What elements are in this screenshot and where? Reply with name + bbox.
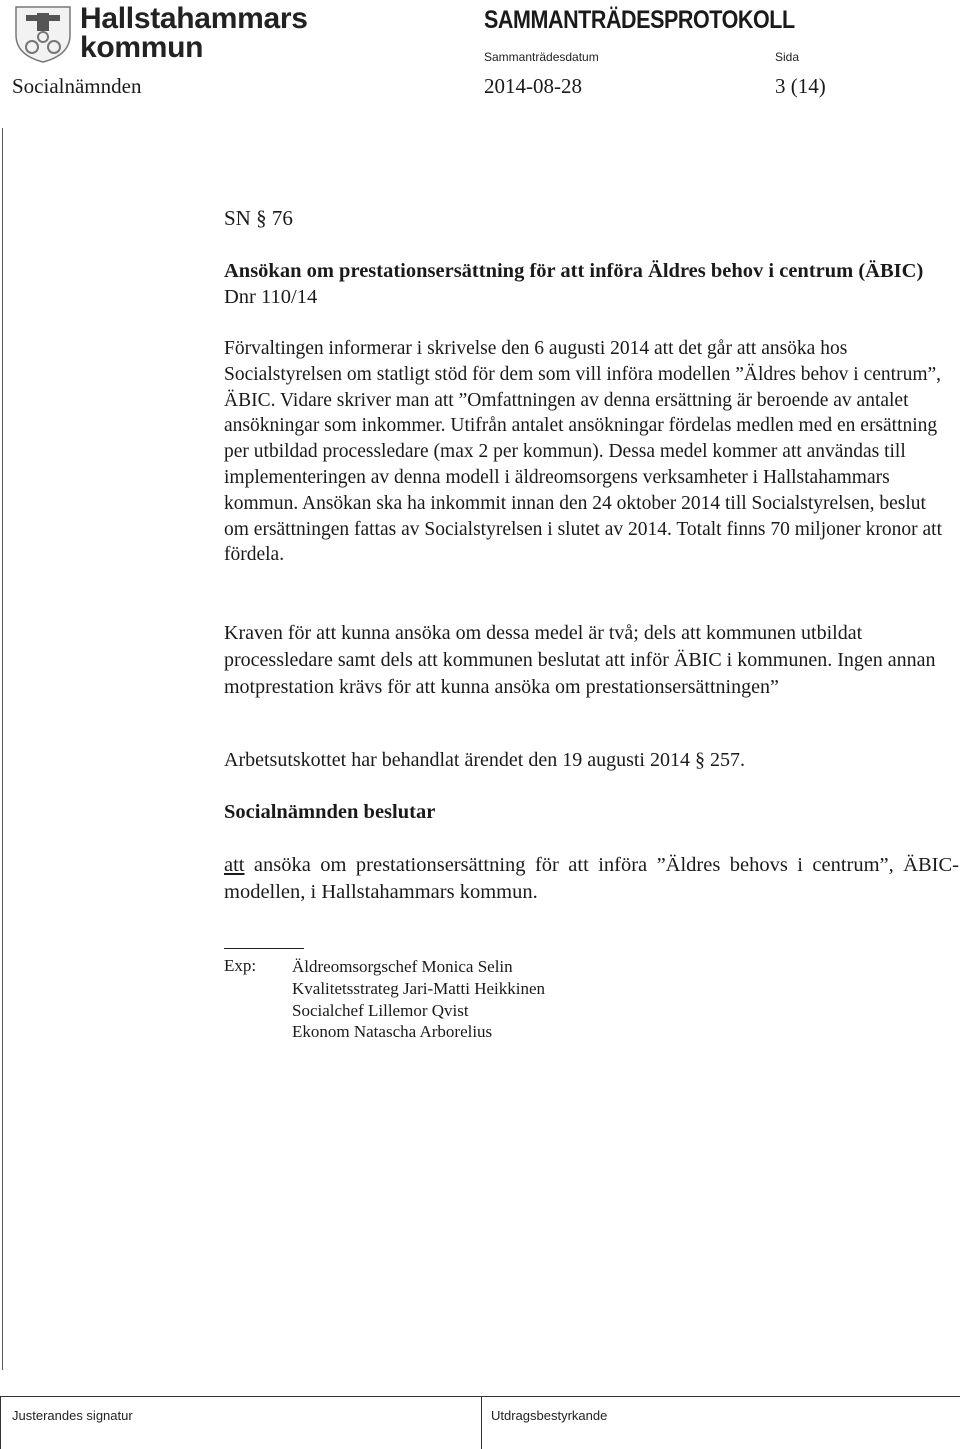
- diary-number: Dnr 110/14: [224, 286, 318, 308]
- document-title: SAMMANTRÄDESPROTOKOLL: [484, 6, 795, 34]
- decision-text: [224, 852, 959, 906]
- exp-recipient-list: [292, 956, 545, 1043]
- signature-label: Justerandes signatur: [12, 1408, 133, 1423]
- paragraph-background: Förvaltingen informerar i skrivelse den 6 augusti 2014 att det går att ansöka hos Socialstyrelsen om statligt stöd för dem som vill införa modellen ”Äldres behov i centrum”, ÄBIC. Vidare skriver man att ”Omfattningen av denna ersättning är beroende av antalet ansökningar som inkommer. Utifrån antalet ansökningar fördelas medlen med en ersättning per utbildad processledare (max 2 per kommun). Dessa medel kommer att användas till implementeringen av denna modell i äldreomsorgens verksamheter i Hallstahammars kommun. Ansökan ska ha inkommit innan den 24 oktober 2014 till Socialstyrelsen, beslut om ersättningen fattas av Socialstyrelsen i slutet av 2014. Totalt finns 70 miljoner kronor att fördela.: [224, 338, 943, 566]
- meeting-date: 2014-08-28: [484, 74, 582, 98]
- item-title: [224, 258, 954, 310]
- exp-recipient: Ekonom Natascha Arborelius: [292, 1022, 493, 1042]
- logo-line-2: kommun: [80, 31, 204, 64]
- excerpt-label: Utdragsbestyrkande: [491, 1408, 608, 1423]
- logo-line-1: Hallstahammars: [80, 2, 308, 35]
- footer-border: [0, 1396, 960, 1397]
- footer-left-border: [0, 1396, 1, 1449]
- exp-label: Exp:: [224, 956, 257, 975]
- exp-divider: [224, 948, 304, 949]
- decision-att: att: [224, 854, 245, 876]
- page-label: Sida: [775, 50, 800, 64]
- margin-line: [2, 128, 3, 1370]
- decision-heading: Socialnämnden beslutar: [224, 801, 436, 823]
- decision-body: ansöka om prestationsersättning för att införa ”Äldres behovs i centrum”, ÄBIC-modellen, i Hallstahammars kommun.: [224, 854, 959, 903]
- exp-recipient: Socialchef Lillemor Qvist: [292, 1000, 469, 1020]
- committee-name: Socialnämnden: [12, 74, 142, 98]
- paragraph-committee-review: Arbetsutskottet har behandlat ärendet den 19 augusti 2014 § 257.: [224, 749, 745, 771]
- page-number: 3 (14): [775, 74, 826, 98]
- footer-divider: [481, 1396, 482, 1449]
- exp-recipient: Kvalitetsstrateg Jari-Matti Heikkinen: [292, 978, 546, 998]
- exp-recipient: Äldreomsorgschef Monica Selin: [292, 957, 513, 976]
- section-number: SN § 76: [224, 206, 293, 230]
- coat-of-arms-icon: [12, 5, 74, 63]
- date-label: Sammanträdesdatum: [484, 50, 599, 64]
- paragraph-requirements: Kraven för att kunna ansöka om dessa medel är två; dels att kommunen utbildat processledare samt dels att kommunen beslutat att inför ÄBIC i kommunen. Ingen annan motprestation krävs för att kunna ansöka om prestationsersättningen”: [224, 622, 936, 698]
- item-title-text: Ansökan om prestationsersättning för att införa Äldres behov i centrum (ÄBIC): [224, 260, 924, 282]
- municipality-logo: [80, 4, 308, 62]
